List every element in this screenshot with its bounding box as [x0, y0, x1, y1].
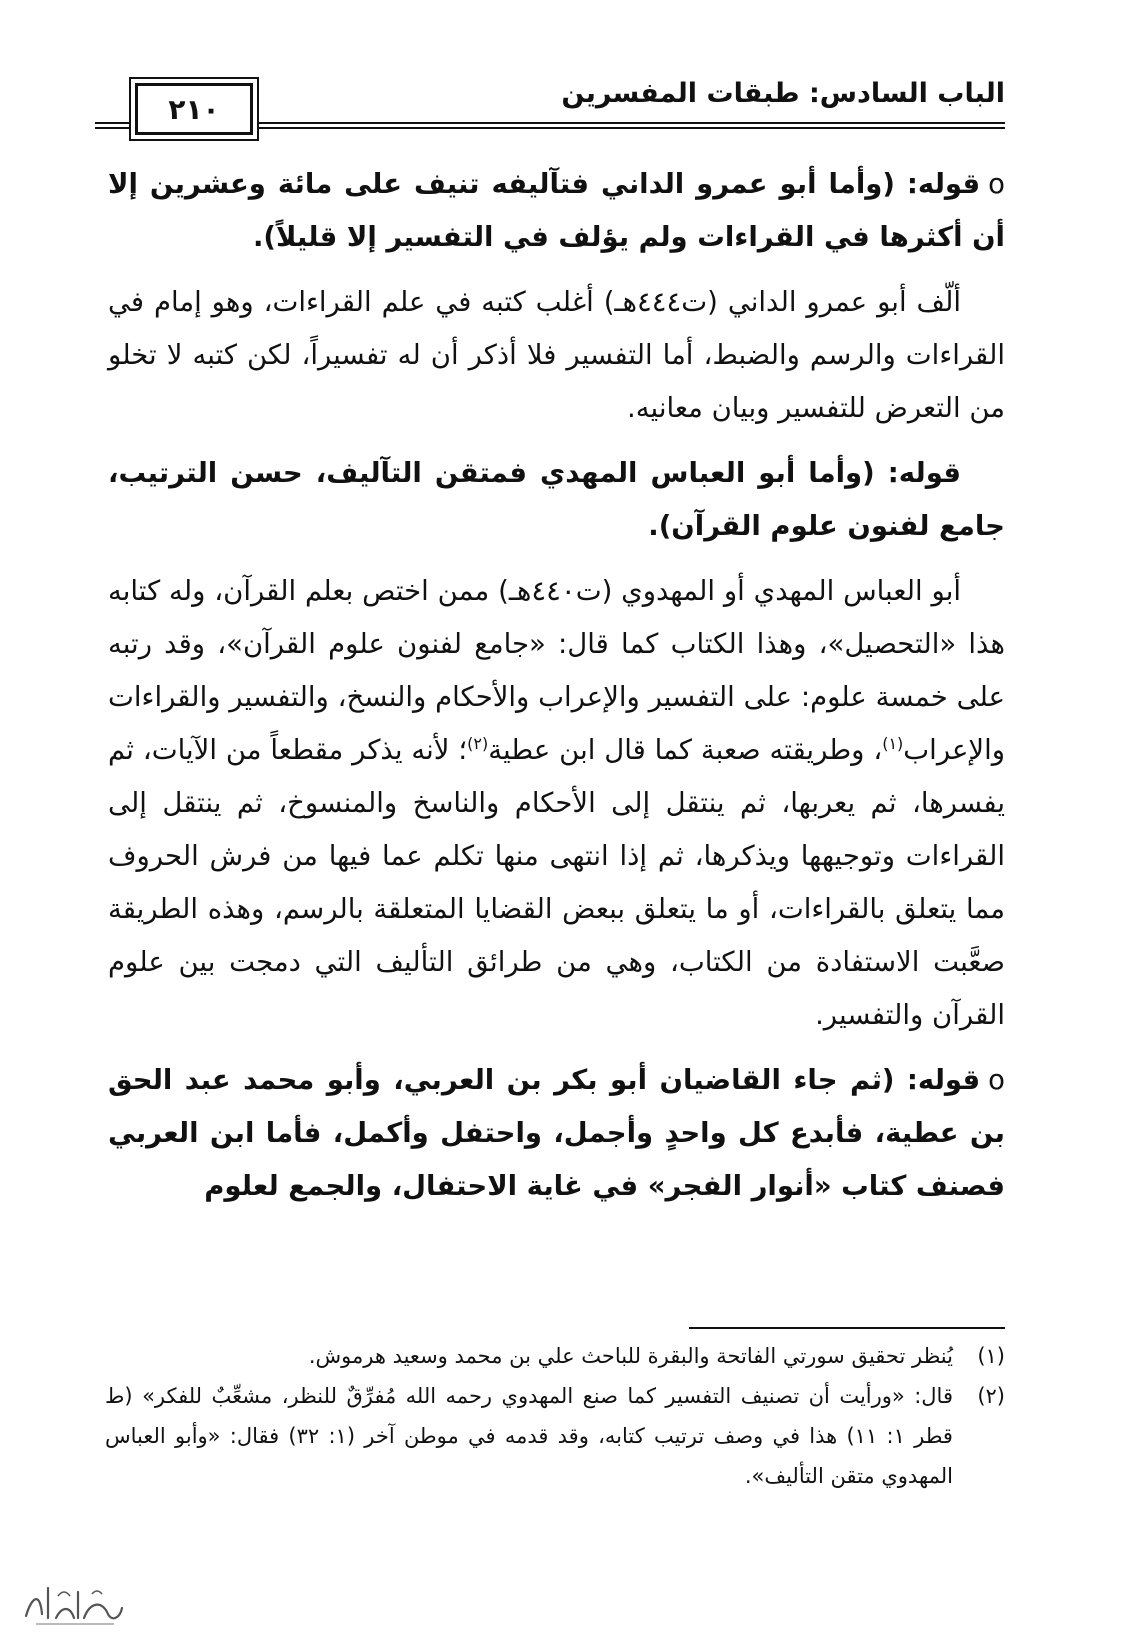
footnote-text: يُنظر تحقيق سورتي الفاتحة والبقرة للباحث علي بن محمد وسعيد هرموش.	[308, 1344, 953, 1368]
watermark-logo	[18, 1578, 128, 1630]
footnote-1	[105, 1336, 1005, 1376]
header-left-rule	[95, 122, 127, 129]
quote-lead: قوله:	[906, 1064, 981, 1096]
quote-lead: قوله:	[906, 168, 981, 200]
footnote-text: قال: «ورأيت أن تصنيف التفسير كما صنع المهدوي رحمه الله مُفرِّقٌ للنظر، مشعِّبٌ للفكر» (ط قطر ١: ١١) هذا في وصف ترتيب كتابه، وقد قدمه في موطن آخر (١: ٣٢) فقال: «وأبو العباس المهدوي متقن التأليف».	[105, 1384, 953, 1488]
bullet-mark: o	[988, 168, 1005, 200]
footnote-number: (١)	[977, 1344, 1005, 1368]
quote-text: (وأما أبو عمرو الداني فتآليفه تنيف على مائة وعشرين إلا أن أكثرها في القراءات ولم يؤلف في التفسير إلا قليلاً).	[108, 168, 1005, 253]
paragraph-commentary-2	[108, 565, 1005, 1042]
footnote-2	[105, 1376, 1005, 1496]
footnote-separator	[689, 1327, 1005, 1329]
paragraph-quote-3	[108, 1054, 1005, 1213]
body-text	[108, 158, 1005, 1213]
quote-text: (ثم جاء القاضيان أبو بكر بن العربي، وأبو محمد عبد الحق بن عطية، فأبدع كل واحدٍ وأجمل، واحتفل وأكمل، فأما ابن العربي فصنف كتاب «أنوار الفجر» في غاية الاحتفال، والجمع لعلوم	[108, 1064, 1005, 1202]
commentary-text-c: ؛ لأنه يذكر مقطعاً من الآيات، ثم يفسرها، ثم يعربها، ثم ينتقل إلى الأحكام والناسخ والمنسوخ، ثم ينتقل إلى القراءات وتوجيهها ويذكرها، ثم إذا انتهى منها تكلم عما فيها من فرش الحروف مما يتعلق بالقراءات، أو ما يتعلق ببعض القضايا المتعلقة بالرسم، وهذه الطريقة صعَّبت الاستفادة من الكتاب، وهي من طرائق التأليف التي دمجت بين علوم القرآن والتفسير.	[108, 734, 1005, 1031]
paragraph-quote-2	[108, 447, 1005, 553]
paragraph-commentary-1: ألّف أبو عمرو الداني (ت٤٤٤هـ) أغلب كتبه في علم القراءات، وهو إمام في القراءات والرسم والضبط، أما التفسير فلا أذكر أن له تفسيراً، لكن كتبه لا تخلو من التعرض للتفسير وبيان معانيه.	[108, 286, 1005, 424]
page-number: ٢١٠	[135, 83, 253, 135]
footnotes	[105, 1336, 1005, 1496]
page-header	[95, 78, 1005, 138]
bullet-mark: o	[988, 1064, 1005, 1096]
paragraph-quote-1	[108, 158, 1005, 264]
footnote-ref-2[interactable]: (٢)	[467, 733, 489, 753]
running-title: الباب السادس: طبقات المفسرين	[561, 78, 1005, 109]
footnote-ref-1[interactable]: (١)	[882, 733, 904, 753]
commentary-text-a: أبو العباس المهدي أو المهدوي (ت٤٤٠هـ) ممن اختص بعلم القرآن، وله كتابه هذا «التحصيل»، وهذا الكتاب كما قال: «جامع لفنون علوم القرآن»، وقد رتبه على خمسة علوم: على التفسير والإعراب والأحكام والنسخ، والتفسير والقراءات والإعراب	[108, 575, 1006, 766]
quote-text: (وأما أبو العباس المهدي فمتقن التآليف، حسن الترتيب، جامع لفنون علوم القرآن).	[108, 457, 1005, 542]
quote-lead: قوله:	[887, 457, 961, 489]
commentary-text-b: ، وطريقته صعبة كما قال ابن عطية	[488, 734, 883, 766]
footnote-number: (٢)	[977, 1384, 1005, 1408]
